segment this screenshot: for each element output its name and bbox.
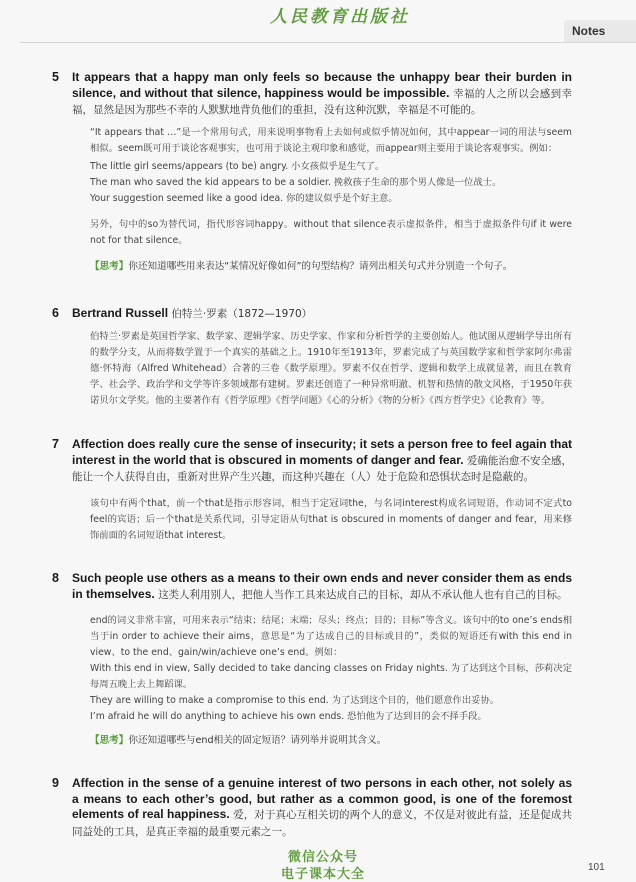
explanation-paragraph: 另外，句中的so为替代词，指代形容词happy。without that silence表示虚拟条件，相当于虚拟条件句if it were not for that silence。 <box>90 218 572 246</box>
explanation-paragraph: 该句中有两个that，前一个that是指示形容词，相当于定冠词the，与名词interest构成名词短语，作动词不定式to feel的宾语；后一个that是关系代词，引导定语从句that is obscured in moments of danger and fear，用来修饰前面的名词短语that interest。 <box>90 497 572 541</box>
explanation-paragraph: end的词义非常丰富，可用来表示“结束；结尾；末端；尽头；终点；目的；目标”等含义。该句中的to one’s ends相当于in order to achieve their aims，意思是“为了达成自己的目标或目的”，类似的短语还有with this end in view、to the end、gain/win/achieve one’s end。例如： <box>90 615 572 658</box>
note-heading <box>72 437 572 486</box>
watermark-line-2: 电子课本大全 <box>280 867 365 882</box>
think-label: 【思考】 <box>90 735 129 746</box>
think-prompt <box>72 259 572 275</box>
note-number: 9 <box>52 776 59 790</box>
note-6 <box>52 306 572 409</box>
page-number: 101 <box>588 862 605 873</box>
watermark-line-1: 微信公众号 <box>287 850 358 865</box>
header-divider <box>20 42 636 43</box>
explanation-paragraph: 伯特兰·罗素是英国哲学家、数学家、逻辑学家、历史学家、作家和分析哲学的主要创始人。他试图从逻辑学导出所有的数学分支，从而将数学置于一个真实的基础之上。1910年至1913年，罗素完成了与英国数学家和哲学家阿尔弗雷德·怀特海（Alfred Whitehead）合著的三卷《数学原理》。罗素不仅在哲学、逻辑和数学上成就显著，而且在教育学、社会学、政治学和文学等许多领域都有建树。罗素还创造了一种异常明澈、机智和热情的散文风格，于1950年获诺贝尔文学奖。他的主要著作有《哲学原理》《哲学问题》《心的分析》《物的分析》《西方哲学史》《论教育》等。 <box>90 330 572 406</box>
heading-zh: 这类人利用别人，把他人当作工具来达成自己的目标，却从不承认他人也有自己的目标。 <box>158 588 568 601</box>
note-heading <box>72 776 572 840</box>
publisher-logo: 人民教育出版社 <box>270 7 410 27</box>
example-sentence: They are willing to make a compromise to this end. 为了达到这个目的，他们愿意作出妥协。 <box>90 695 500 706</box>
note-number: 5 <box>52 70 59 84</box>
note-7 <box>52 437 572 544</box>
note-heading <box>72 306 572 323</box>
note-body <box>72 329 572 409</box>
notes-section-tab: Notes <box>564 20 636 42</box>
note-heading <box>72 571 572 603</box>
note-number: 6 <box>52 306 59 320</box>
think-text: 你还知道哪些与end相关的固定短语？请列举并说明其含义。 <box>128 735 387 746</box>
note-number: 8 <box>52 571 59 585</box>
example-sentence: Your suggestion seemed like a good idea. 你的建议似乎是个好主意。 <box>90 192 398 204</box>
think-prompt <box>72 733 572 749</box>
heading-en: Affection in the sense of a genuine interest of two persons in each other, not solely as a means to each other’s good, but rather as a common good, is one of the foremost elements of real happiness. <box>72 776 572 821</box>
note-body <box>72 496 572 544</box>
think-label: 【思考】 <box>90 260 129 272</box>
heading-en: Bertrand Russell <box>72 306 169 320</box>
explanation-paragraph: “It appears that …”是一个常用句式，用来说明事物看上去如何或似乎情况如何，其中appear一词的用法与seem相似。seem既可用于谈论客观事实，也可用于谈论主观印象和感觉，而appear则主要用于谈论客观事实。例如： <box>90 126 572 154</box>
example-sentence: The little girl seems/appears (to be) angry. 小女孩似乎是生气了。 <box>90 160 385 172</box>
note-number: 7 <box>52 437 59 451</box>
note-8 <box>52 571 572 749</box>
note-heading <box>72 70 572 119</box>
note-9 <box>52 776 573 840</box>
example-sentence: With this end in view, Sally decided to take dancing classes on Friday nights. 为了达到这个目标，莎莉决定每周五晚上去上舞蹈课。 <box>90 663 572 690</box>
example-sentence: The man who saved the kid appears to be a soldier. 挽救孩子生命的那个男人像是一位战士。 <box>90 176 502 188</box>
heading-en: Affection does really cure the sense of insecurity; it sets a person free to feel again that interest in the world that is obscured in moments of danger and fear. <box>72 437 572 467</box>
think-text: 你还知道哪些用来表达“某情况好像如何”的句型结构？请列出相关句式并分别造一个句子。 <box>128 260 513 272</box>
note-body <box>72 613 572 725</box>
page-header <box>0 0 636 44</box>
note-body <box>72 125 572 249</box>
heading-zh: 伯特兰·罗素（1872—1970） <box>171 308 313 320</box>
example-sentence: I’m afraid he will do anything to achieve his own ends. 恐怕他为了达到目的会不择手段。 <box>90 711 487 722</box>
heading-zh: 爱，对于真心互相关切的两个人的意义，不仅是对彼此有益，还是促成共同益处的工具，是真正幸福的最重要元素之一。 <box>72 809 573 838</box>
heading-en: Such people use others as a means to their own ends and never consider them as ends in themselves. <box>72 571 572 601</box>
note-5 <box>52 70 572 275</box>
heading-zh: 爱确能治愈不安全感，能让一个人获得自由，重新对世界产生兴趣，而这种兴趣在（人）处于危险和恐惧状态时是隐蔽的。 <box>72 454 572 483</box>
heading-en: It appears that a happy man only feels so because the unhappy bear their burden in silence, and without that silence, happiness would be impossible. <box>72 70 572 100</box>
heading-zh: 幸福的人之所以会感到幸福，显然是因为那些不幸的人默默地背负他们的重担，没有这种沉默，幸福是不可能的。 <box>72 87 572 116</box>
